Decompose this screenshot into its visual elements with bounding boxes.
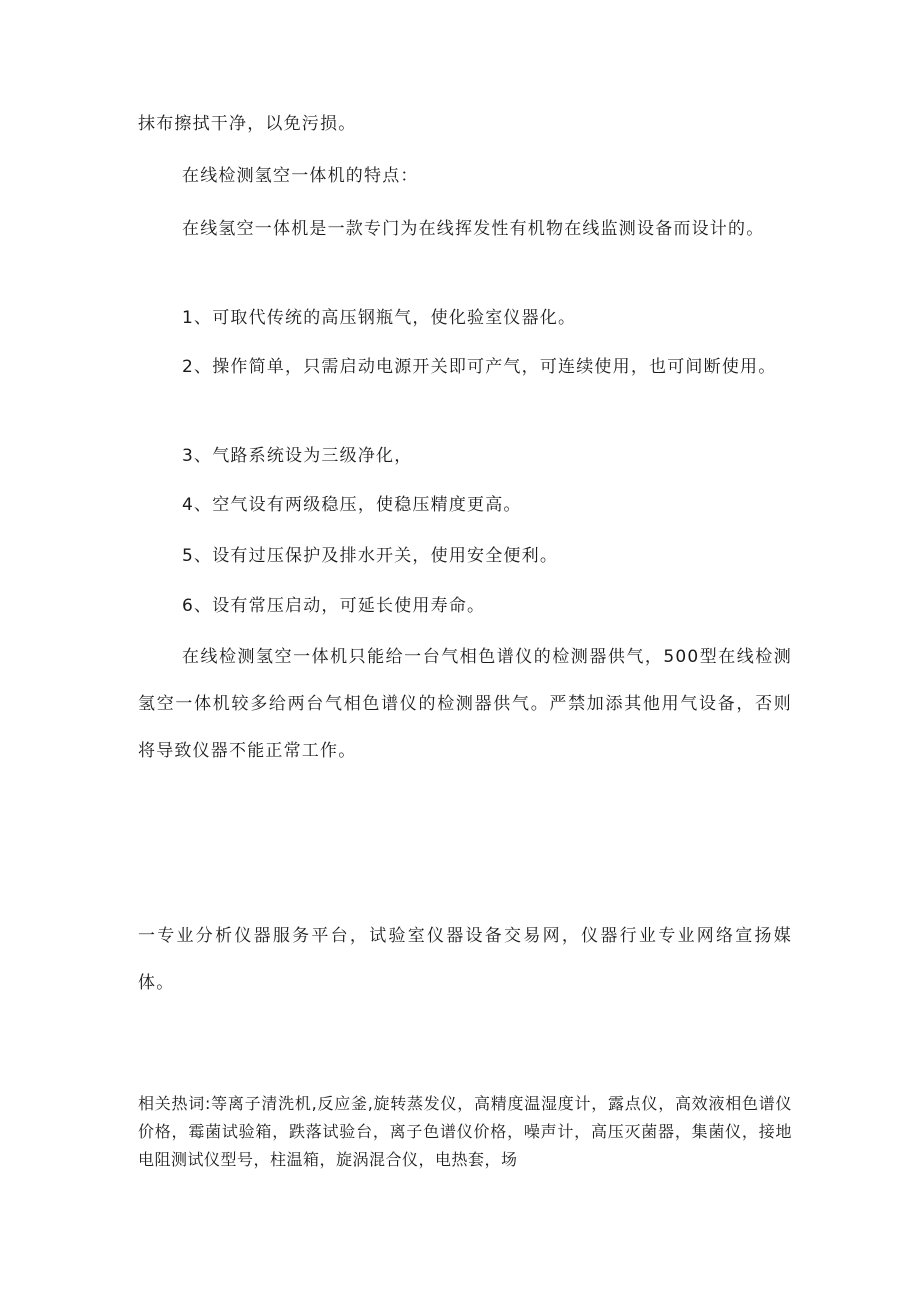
feature-item-2: 2、操作简单，只需启动电源开关即可产气，可连续使用，也可间断使用。 [182, 357, 777, 377]
paragraph-intro: 在线氢空一体机是一款专门为在线挥发性有机物在线监测设备而设计的。 [182, 219, 765, 239]
feature-item-5: 5、设有过压保护及排水开关，使用安全便利。 [182, 546, 559, 566]
footer-platform-description: 一专业分析仪器服务平台，试验室仪器设备交易网，仪器行业专业网络宣扬媒体。 [138, 926, 792, 993]
paragraph-cleaning-note: 抹布擦拭干净，以免污损。 [138, 114, 357, 134]
paragraph-usage-warning: 在线检测氢空一体机只能给一台气相色谱仪的检测器供气，500型在线检测氢空一体机较多给两台气相色谱仪的检测器供气。严禁加添其他用气设备，否则将导致仪器不能正常工作。 [138, 647, 792, 761]
feature-item-1: 1、可取代传统的高压钢瓶气，使化验室仪器化。 [182, 308, 577, 328]
feature-item-4: 4、空气设有两级稳压，使稳压精度更高。 [182, 495, 522, 515]
section-heading-features: 在线检测氢空一体机的特点： [182, 166, 419, 186]
related-keywords: 相关热词:等离子清洗机,反应釜,旋转蒸发仪，高精度温湿度计，露点仪，高效液相色谱仪价格，霉菌试验箱，跌落试验台，离子色谱仪价格，噪声计，高压灭菌器，集菌仪，接地电阻测试仪型号，柱温箱，旋涡混合仪，电热套，场 [138, 1094, 792, 1169]
feature-item-6: 6、设有常压启动，可延长使用寿命。 [182, 596, 486, 616]
feature-item-3: 3、气路系统设为三级净化， [182, 446, 413, 466]
